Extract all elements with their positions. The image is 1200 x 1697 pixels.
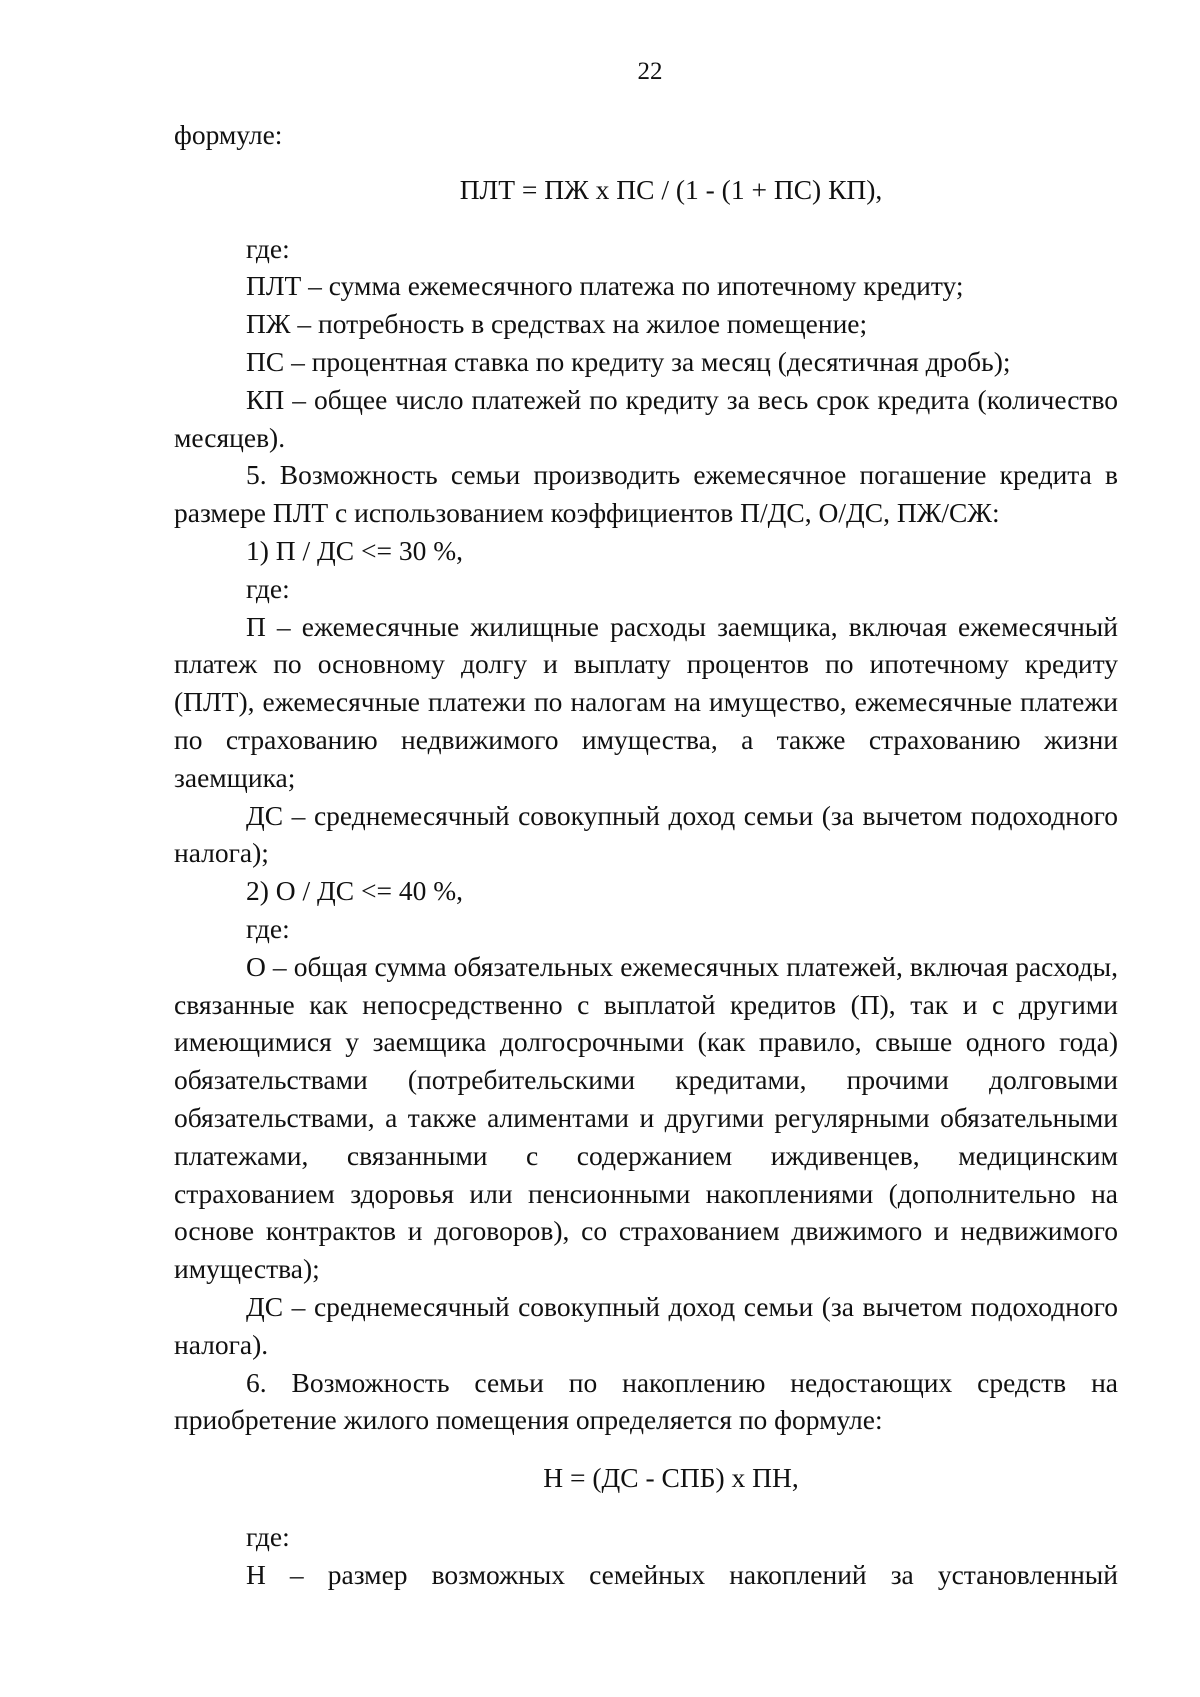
paragraph-ps-definition: ПС – процентная ставка по кредиту за месяц (десятичная дробь); [246, 345, 1011, 377]
paragraph-where: где: [246, 912, 290, 944]
page-number: 22 [637, 58, 663, 85]
paragraph-pzh-definition: ПЖ – потребность в средствах на жилое помещение; [246, 308, 868, 340]
paragraph-item-5: 5. Возможность семьи производить ежемесячное погашение кредита в размере ПЛТ с использованием коэффициентов П/ДС, О/ДС, ПЖ/СЖ: [174, 459, 1118, 529]
paragraph-ds-definition: ДС – среднемесячный совокупный доход семьи (за вычетом подоходного налога); [174, 799, 1118, 869]
paragraph-ratio-2: 2) О / ДС <= 40 %, [246, 875, 464, 907]
paragraph-p-definition: П – ежемесячные жилищные расходы заемщика, включая ежемесячный платеж по основному долгу и выплату процентов по ипотечному кредиту (ПЛТ), ежемесячные платежи по налогам на имущество, ежемесячные платежи по страхованию недвижимого имущества, а также страхованию жизни заемщика; [174, 610, 1118, 793]
paragraph-n-definition: Н – размер возможных семейных накоплений за установленный [246, 1558, 1118, 1590]
paragraph-ds-definition: ДС – среднемесячный совокупный доход семьи (за вычетом подоходного налога). [174, 1290, 1118, 1360]
formula-n: Н = (ДС - СПБ) х ПН, [543, 1462, 799, 1494]
paragraph-where: где: [246, 572, 290, 604]
paragraph-plt-definition: ПЛТ – сумма ежемесячного платежа по ипотечному кредиту; [246, 270, 964, 302]
paragraph-where: где: [246, 1520, 290, 1552]
paragraph-kp-definition: КП – общее число платежей по кредиту за весь срок кредита (количество месяцев). [174, 383, 1118, 453]
paragraph-ratio-1: 1) П / ДС <= 30 %, [246, 534, 464, 566]
paragraph-item-6: 6. Возможность семьи по накоплению недостающих средств на приобретение жилого помещения определяется по формуле: [174, 1366, 1118, 1436]
paragraph-where: где: [246, 232, 290, 264]
document-body [174, 116, 1118, 1593]
paragraph-formula-intro: формуле: [174, 119, 283, 150]
formula-plt: ПЛТ = ПЖ х ПС / (1 - (1 + ПС) КП), [459, 173, 883, 205]
paragraph-o-definition: О – общая сумма обязательных ежемесячных платежей, включая расходы, связанные как непосредственно с выплатой кредитов (П), так и с другими имеющимися у заемщика долгосрочными (как правило, свыше одного года) обязательствами (потребительскими кредитами, прочими долговыми обязательствами, а также алиментами и другими регулярными обязательными платежами, связанными с содержанием иждивенцев, медицинским страхованием здоровья или пенсионными накоплениями (дополнительно на основе контрактов и договоров), со страхованием движимого и недвижимого имущества); [174, 950, 1118, 1285]
